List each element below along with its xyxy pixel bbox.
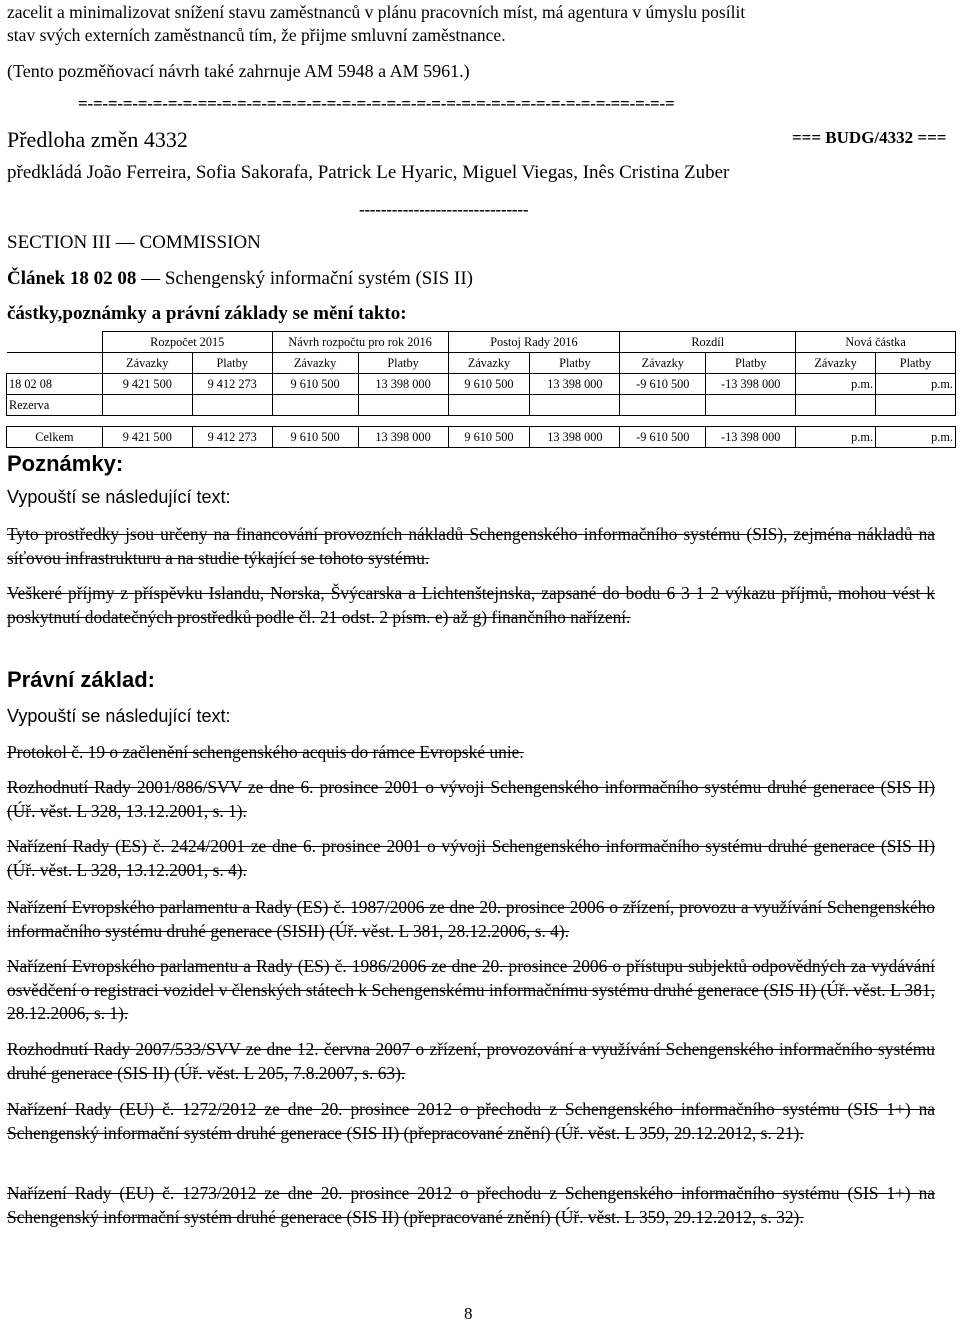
total-cell: 13 398 000 [358,427,448,448]
legal-paragraph-2: Rozhodnutí Rady 2001/886/SVV ze dne 6. prosince 2001 o vývoji Schengenského informačního systému druhé generace (SIS II) (Úř. věst. L 328, 13.12.2001, s. 1). [7,777,935,821]
total-cell: p.m. [796,427,876,448]
table-cell: p.m. [796,374,876,395]
legal-paragraph-7: Nařízení Rady (EU) č. 1272/2012 ze dne 20. prosince 2012 o přechodu z Schengenského informačního systému (SIS 1+) na Schengenský informační systém druhé generace (SIS II) (přepracované znění) (Úř. věst. L 359, 29.12.2012, s. 21). [7,1099,935,1143]
table-cell: 9 610 500 [272,374,358,395]
total-cell: 9 610 500 [448,427,530,448]
article-dash: — [136,268,165,289]
header-council-position-2016: Postoj Rady 2016 [448,332,620,353]
separator-line: =-=-=-=-=-=-=-=-==-=-=-=-=-=-=-=-=-=-=-=-=-=-=-=-=-=-=-=-=-=-=-=-=-=-=-==-=-=-= [78,94,675,113]
page-number: 8 [464,1304,473,1323]
total-cell: -13 398 000 [706,427,796,448]
article-heading [7,268,473,290]
notes-paragraph-1: Tyto prostředky jsou určeny na financování provozních nákladů Schengenského informačního systému (SIS), zejména nákladů na síťovou infrastrukturu a na studie týkající se tohoto systému. [7,524,935,568]
table-cell [530,395,620,416]
table-cell [448,395,530,416]
notes-heading: Poznámky: [7,451,124,476]
amendment-code: === BUDG/4332 === [792,128,947,147]
intro-line-2: stav svých externích zaměstnanců tím, že přijme smluvní zaměstnance. [7,25,506,45]
sub-header-cell: Platby [192,353,272,374]
amendment-title: Předloha změn 4332 [7,127,188,152]
legal-delete-label: Vypouští se následující text: [7,706,231,726]
table-cell [358,395,448,416]
legal-paragraph-5: Nařízení Evropského parlamentu a Rady (ES) č. 1986/2006 ze dne 20. prosince 2006 o přístupu subjektů odpovědných za vydávání osvědčení o registraci vozidel v členských státech k Schengenskému informačnímu systému druhé generace (SIS II) (Úř. věst. L 381, 28.12.2006, s. 1). [7,956,935,1023]
table-gap-row [7,416,956,427]
legal-paragraph-6: Rozhodnutí Rady 2007/533/SVV ze dne 12. června 2007 o zřízení, provozování a využívání Schengenského informačního systému druhé generace (SIS II) (Úř. věst. L 205, 7.8.2007, s. 63). [7,1039,935,1083]
total-cell: p.m. [876,427,956,448]
total-cell: 9 421 500 [102,427,192,448]
sub-header-cell: Platby [358,353,448,374]
total-cell: 9 412 273 [192,427,272,448]
notes-paragraph-2: Veškeré příjmy z příspěvku Islandu, Norska, Švýcarska a Lichtenštejnska, zapsané do bodu 6 3 1 2 výkazu příjmů, mohou vést k poskytnutí dodatečných prostředků podle čl. 21 odst. 2 písm. e) až g) finančního nařízení. [7,583,935,627]
sub-header-cell: Platby [876,353,956,374]
sub-header-cell: Závazky [448,353,530,374]
sub-header-empty-cell [7,353,103,374]
table-cell: 9 610 500 [448,374,530,395]
header-empty-cell [7,332,103,353]
table-cell [620,395,706,416]
header-difference: Rozdíl [620,332,796,353]
table-cell [796,395,876,416]
submitted-by: předkládá João Ferreira, Sofia Sakorafa, Patrick Le Hyaric, Miguel Viegas, Inês Cristina Zuber [7,162,730,183]
table-cell [102,395,192,416]
table-cell: 9 421 500 [102,374,192,395]
sub-header-cell: Závazky [102,353,192,374]
row-label: Rezerva [7,395,103,416]
section-heading: SECTION III — COMMISSION [7,232,261,253]
notes-delete-label: Vypouští se následující text: [7,487,231,507]
row-label: 18 02 08 [7,374,103,395]
table-cell [192,395,272,416]
intro-note: (Tento pozměňovací návrh také zahrnuje AM 5948 a AM 5961.) [7,61,470,81]
sub-header-cell: Závazky [620,353,706,374]
legal-paragraph-8: Nařízení Rady (EU) č. 1273/2012 ze dne 20. prosince 2012 o přechodu z Schengenského informačního systému (SIS 1+) na Schengenský informační systém druhé generace (SIS II) (přepracované znění) (Úř. věst. L 359, 29.12.2012, s. 32). [7,1183,935,1227]
table-cell [876,395,956,416]
legal-paragraph-3: Nařízení Rady (ES) č. 2424/2001 ze dne 6. prosince 2001 o vývoji Schengenského informačního systému druhé generace (SIS II) (Úř. věst. L 328, 13.12.2001, s. 4). [7,836,935,880]
sub-header-cell: Platby [530,353,620,374]
dashes-separator: ------------------------------- [359,200,529,219]
sub-header-cell: Závazky [796,353,876,374]
legal-paragraph-1: Protokol č. 19 o začlenění schengenského acquis do rámce Evropské unie. [7,742,524,762]
table-row-18-02-08 [7,374,956,395]
table-cell: -9 610 500 [620,374,706,395]
table-group-header-row [7,332,956,353]
table-cell: p.m. [876,374,956,395]
change-intro: částky,poznámky a právní základy se mění takto: [7,303,407,324]
table-cell [706,395,796,416]
header-budget-2015: Rozpočet 2015 [102,332,272,353]
legal-heading: Právní základ: [7,667,155,692]
intro-paragraph [7,1,942,47]
table-total-row [7,427,956,448]
article-name: Schengenský informační systém (SIS II) [164,268,473,289]
table-sub-header-row [7,353,956,374]
header-new-amount: Nová částka [796,332,956,353]
total-cell: 13 398 000 [530,427,620,448]
table-cell: 13 398 000 [358,374,448,395]
table-row-reserve [7,395,956,416]
table-cell: 9 412 273 [192,374,272,395]
table-cell: -13 398 000 [706,374,796,395]
total-cell: 9 610 500 [272,427,358,448]
sub-header-cell: Závazky [272,353,358,374]
table-cell [272,395,358,416]
sub-header-cell: Platby [706,353,796,374]
header-draft-budget-2016: Návrh rozpočtu pro rok 2016 [272,332,448,353]
article-number: Článek 18 02 08 [7,268,137,289]
total-label: Celkem [7,427,103,448]
table-cell: 13 398 000 [530,374,620,395]
budget-table [6,331,956,448]
legal-paragraph-4: Nařízení Evropského parlamentu a Rady (ES) č. 1987/2006 ze dne 20. prosince 2006 o zřízení, provozu a využívání Schengenského informačního systému druhé generace (SISII) (Úř. věst. L 381, 28.12.2006, s. 4). [7,897,935,941]
total-cell: -9 610 500 [620,427,706,448]
intro-line-1: zacelit a minimalizovat snížení stavu zaměstnanců v plánu pracovních míst, má agentura v úmyslu posílit [7,2,746,22]
